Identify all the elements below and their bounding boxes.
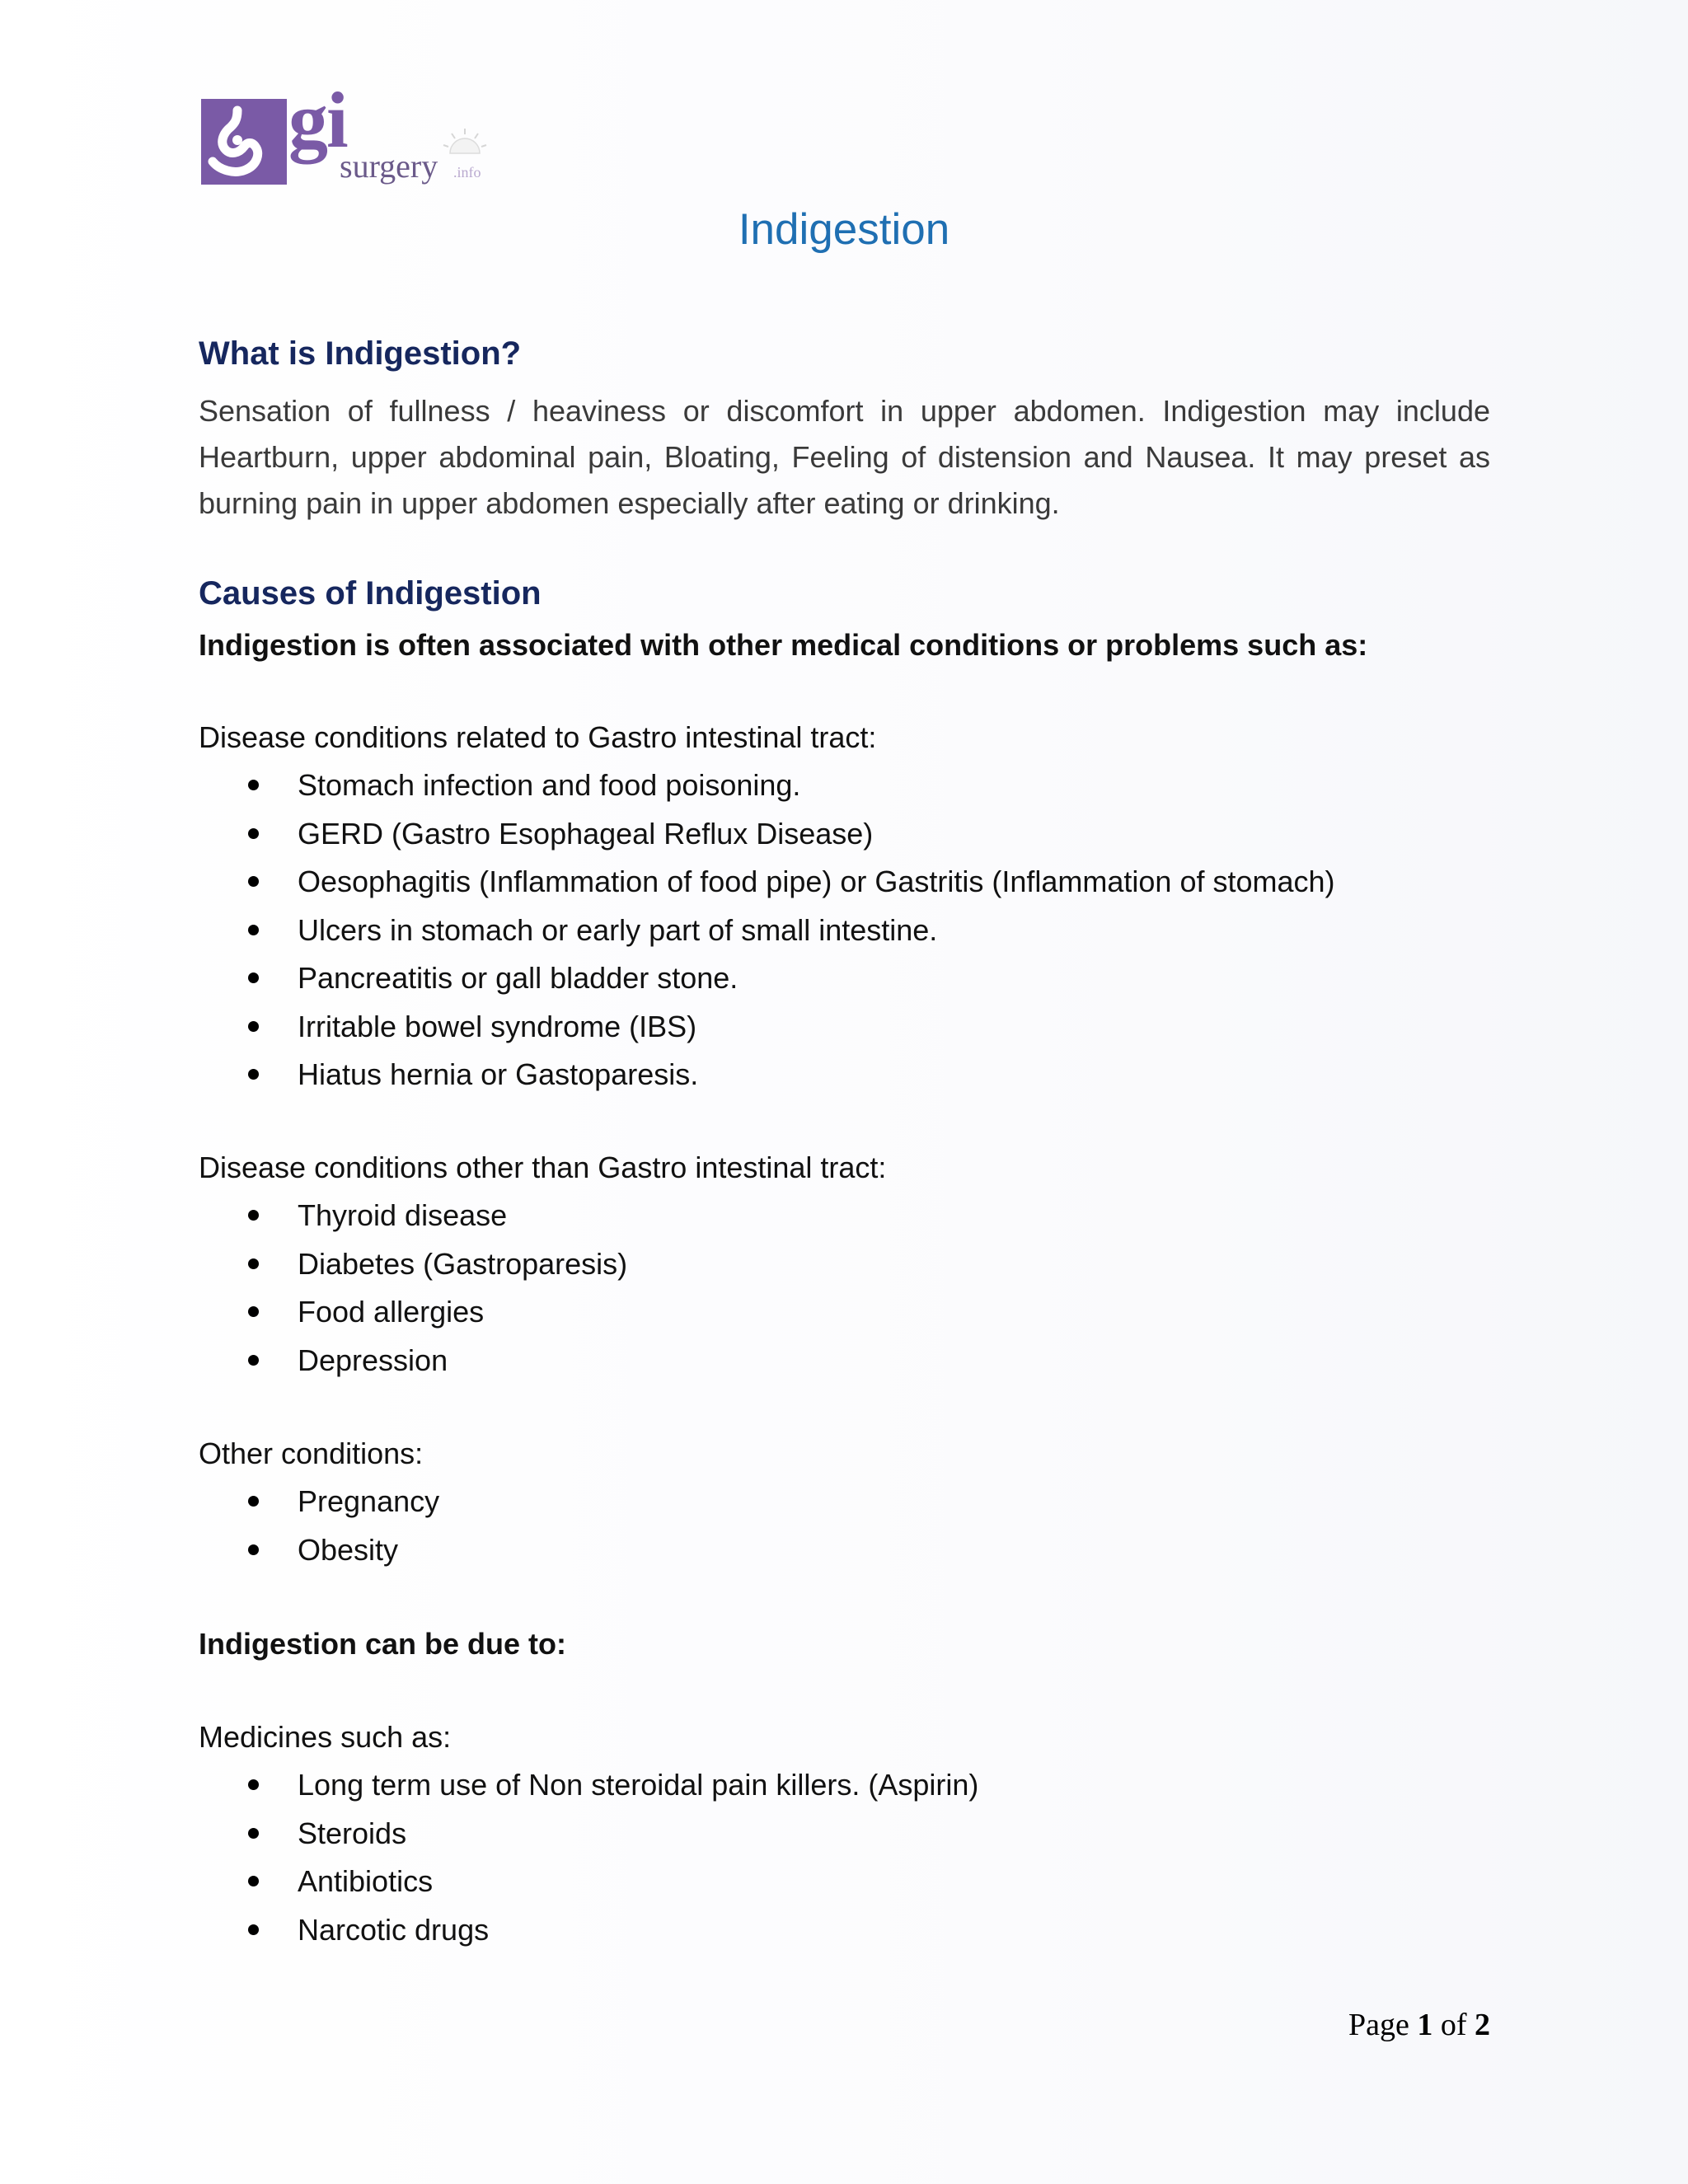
what-is-paragraph: Sensation of fullness / heaviness or discomfort in upper abdomen. Indigestion may include Heartburn, upper abdominal pain, Bloating, Feeling of distension and Nausea. It may preset as burning pain in upper abdomen especially after eating or drinking. (199, 394, 1490, 520)
page-title: Indigestion (738, 205, 950, 254)
page-number (1348, 2004, 1490, 2046)
total-pages: 2 (1475, 2008, 1490, 2042)
logo-surgery-text: surgery (340, 148, 438, 185)
bullet-icon (248, 1924, 259, 1935)
bullet-icon (248, 1779, 259, 1790)
causes-intro: Indigestion is often associated with other medical conditions or problems such as: (199, 628, 1368, 662)
medicines-group-label: Medicines such as: (199, 1720, 452, 1754)
logo-info-text: .info (453, 164, 481, 180)
what-is-heading: What is Indigestion? (199, 335, 522, 372)
bullet-icon (248, 828, 259, 839)
bullet-icon (248, 1210, 259, 1221)
bullet-icon (248, 1021, 259, 1032)
gi-group-label: Disease conditions related to Gastro intestinal tract: (199, 720, 877, 754)
other-group-label: Other conditions: (199, 1436, 424, 1470)
logo-gi-text: gi (288, 76, 347, 164)
bullet-icon (248, 780, 259, 790)
page-word: Page (1348, 2008, 1409, 2042)
bullet-icon (248, 1306, 259, 1317)
sun-icon (440, 125, 490, 158)
document-page: gi surgery .info Indigestion What is Indigestion? Sensation of fullness / heaviness or discomfort in upper abdomen. Indigestion may include Heartburn, upper abdominal pain, Bloating, Feeling of distension and Nausea. It may preset as burning pain in upper abdomen especially after eating or drinking. Causes of Indigestion Indigestion is often associated with other medical conditions or problems such as: Disease conditions related to Gastro intestinal tract: Stomach infection and food poisoning. GERD (Gastro Esophageal Reflux Disease) Oesophagitis (Inflammation of food pipe) or Gastritis (Inflammation of stomach) Ulcers in stomach or early part of small intestine. Pancreatitis or gall bladder stone. Irritable bowel syndrome (IBS) Hiatus hernia or Gastoparesis. Disease conditions other than Gastro intestinal tract: Thyroid disease Diabetes (Gastroparesis) Food allergies Depression Other conditions: Pregnancy Obesity Indigestion can be due to: Medicines such as: Long term use of Non steroidal pain killers. (Aspirin) Steroids Antibiotics Narcotic drugs Page 1 of 2 (0, 0, 1688, 2184)
current-page: 1 (1417, 2008, 1433, 2042)
bullet-icon (248, 876, 259, 887)
bullet-icon (248, 925, 259, 935)
bullet-icon (248, 1496, 259, 1507)
gisurgery-logo (201, 76, 498, 186)
causes-heading: Causes of Indigestion (199, 575, 542, 612)
bullet-icon (248, 1355, 259, 1366)
non-gi-group-label: Disease conditions other than Gastro intestinal tract: (199, 1151, 887, 1184)
stomach-icon (201, 99, 287, 185)
bullet-icon (248, 1876, 259, 1886)
bullet-icon (248, 1069, 259, 1080)
of-word: of (1440, 2008, 1467, 2042)
bullet-icon (248, 972, 259, 983)
due-to-heading: Indigestion can be due to: (199, 1627, 567, 1661)
bullet-icon (248, 1258, 259, 1269)
bullet-icon (248, 1828, 259, 1839)
bullet-icon (248, 1544, 259, 1555)
